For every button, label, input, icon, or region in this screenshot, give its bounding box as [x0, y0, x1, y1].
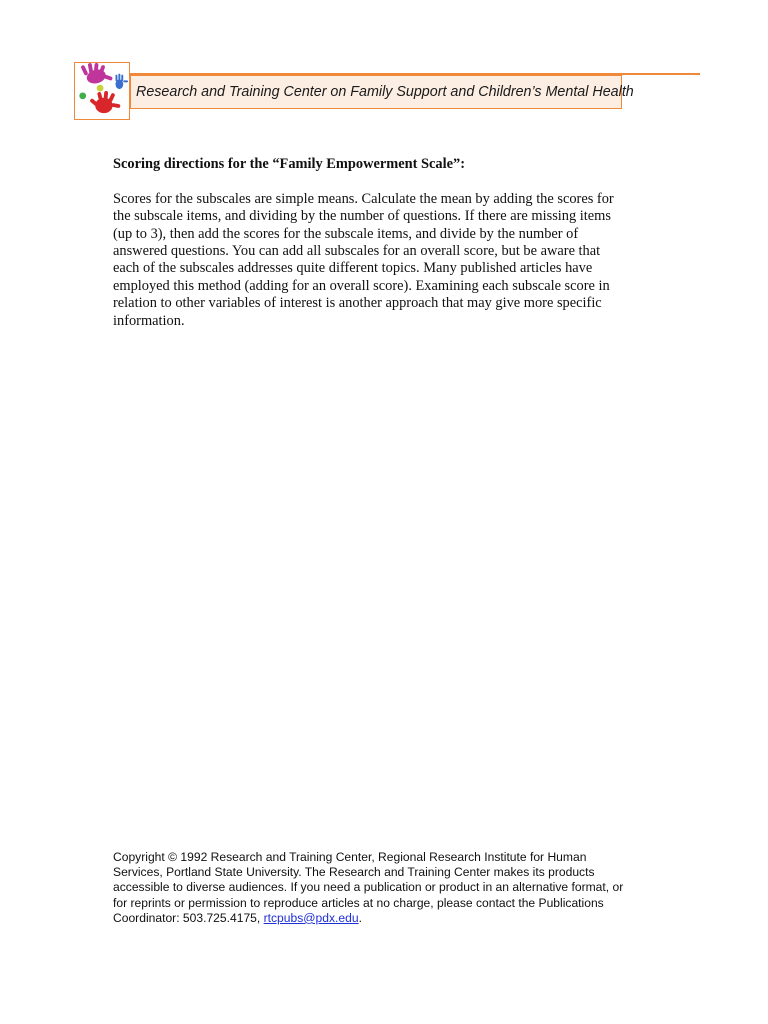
body-line: Scores for the subscales are simple means. Calculate the mean by adding the scores for	[113, 190, 614, 207]
header-banner	[130, 75, 634, 109]
body-line: relation to other variables of interest is another approach that may give more specific	[113, 295, 602, 312]
email-link[interactable]: rtcpubs@pdx.edu	[263, 910, 359, 925]
footer-contact-suffix: .	[358, 910, 362, 925]
footer-contact-prefix: Coordinator: 503.725.4175,	[113, 910, 264, 925]
copyright-footer	[113, 850, 673, 926]
footer-line: for reprints or permission to reproduce articles at no charge, please contact the Publications	[113, 895, 604, 910]
footer-contact-line	[113, 911, 673, 926]
painted-hands-icon	[75, 63, 129, 119]
footer-line: Services, Portland State University. The Research and Training Center makes its products	[113, 865, 595, 880]
body-line: (up to 3), then add the scores for the subscale items, and divide by the number of	[113, 225, 579, 242]
logo	[74, 62, 130, 120]
footer-line: accessible to diverse audiences. If you need a publication or product in an alternative format, or	[113, 880, 624, 895]
body-line: each of the subscales addresses quite different topics. Many published articles have	[113, 260, 593, 277]
document-body	[113, 156, 653, 330]
body-line: information.	[113, 312, 185, 329]
body-line: employed this method (adding for an overall score). Examining each subscale score in	[113, 277, 610, 294]
document-heading: Scoring directions for the “Family Empowerment Scale”:	[113, 156, 465, 172]
footer-line: Copyright © 1992 Research and Training Center, Regional Research Institute for Human	[113, 850, 587, 864]
body-line: answered questions. You can add all subscales for an overall score, but be aware that	[113, 243, 601, 260]
header-title: Research and Training Center on Family Support and Children’s Mental Health	[136, 84, 634, 100]
body-line: the subscale items, and dividing by the number of questions. If there are missing items	[113, 208, 611, 225]
body-paragraph	[113, 191, 653, 330]
